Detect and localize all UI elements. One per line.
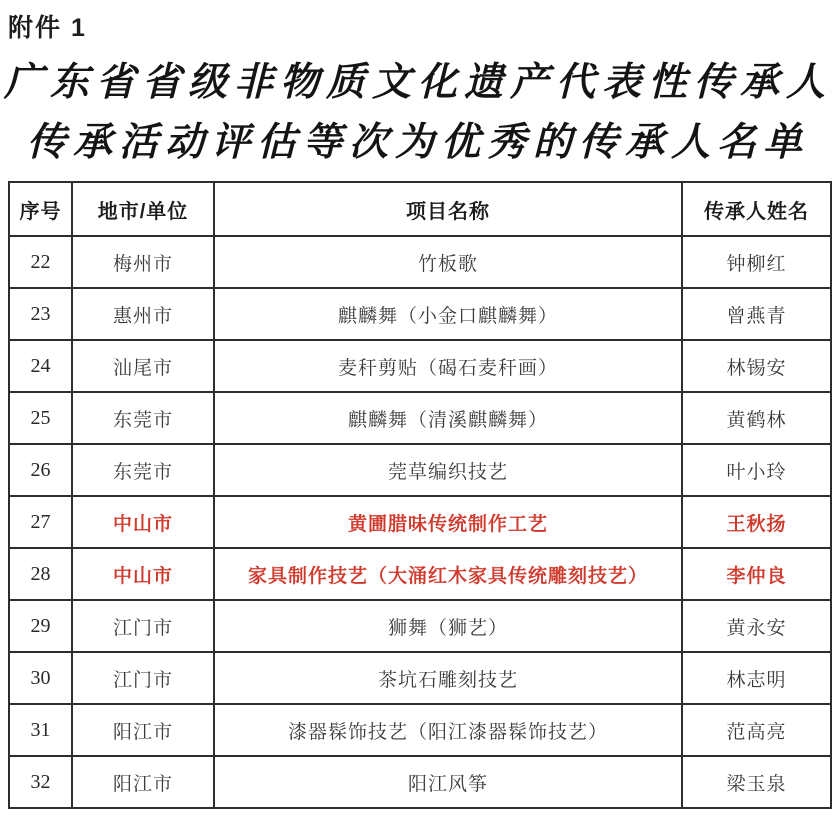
project-name-cell: 莞草编织技艺 [214,444,682,496]
city-cell: 汕尾市 [72,340,214,392]
table-row [9,340,831,392]
city-cell: 梅州市 [72,236,214,288]
inheritor-name-cell: 梁玉泉 [682,756,831,808]
project-name-cell: 阳江风筝 [214,756,682,808]
city-cell: 东莞市 [72,392,214,444]
city-cell: 中山市 [72,496,214,548]
table-row [9,756,831,808]
table-row [9,288,831,340]
row-number-cell: 23 [9,288,72,340]
row-number-cell: 27 [9,496,72,548]
row-number-cell: 32 [9,756,72,808]
project-name-cell: 家具制作技艺（大涌红木家具传统雕刻技艺） [214,548,682,600]
document-title-line1: 广东省省级非物质文化遗产代表性传承人 [3,59,832,105]
table-body [9,236,831,808]
header-project-name: 项目名称 [214,182,682,236]
document-title [0,52,836,172]
table-row [9,392,831,444]
row-number-cell: 22 [9,236,72,288]
table-row [9,652,831,704]
table-row [9,548,831,600]
city-cell: 江门市 [72,600,214,652]
table-row [9,444,831,496]
table-row [9,704,831,756]
inheritor-name-cell: 林锡安 [682,340,831,392]
inheritor-name-cell: 林志明 [682,652,831,704]
city-cell: 阳江市 [72,704,214,756]
city-cell: 惠州市 [72,288,214,340]
header-inheritor-name: 传承人姓名 [682,182,831,236]
header-serial-number: 序号 [9,182,72,236]
project-name-cell: 麒麟舞（清溪麒麟舞） [214,392,682,444]
inheritor-name-cell: 李仲良 [682,548,831,600]
city-cell: 中山市 [72,548,214,600]
inheritor-name-cell: 范高亮 [682,704,831,756]
project-name-cell: 麦秆剪贴（碣石麦秆画） [214,340,682,392]
row-number-cell: 29 [9,600,72,652]
row-number-cell: 31 [9,704,72,756]
attachment-label: 附件 1 [8,14,87,42]
project-name-cell: 漆器髹饰技艺（阳江漆器髹饰技艺） [214,704,682,756]
inheritor-name-cell: 叶小玲 [682,444,831,496]
row-number-cell: 24 [9,340,72,392]
city-cell: 阳江市 [72,756,214,808]
table-header-row [9,182,831,236]
project-name-cell: 竹板歌 [214,236,682,288]
row-number-cell: 25 [9,392,72,444]
inheritor-name-cell: 黄鹤林 [682,392,831,444]
row-number-cell: 28 [9,548,72,600]
project-name-cell: 黄圃腊味传统制作工艺 [214,496,682,548]
document-title-line2: 传承活动评估等次为优秀的传承人名单 [26,119,809,165]
header-city-unit: 地市/单位 [72,182,214,236]
table-row [9,236,831,288]
project-name-cell: 麒麟舞（小金口麒麟舞） [214,288,682,340]
row-number-cell: 30 [9,652,72,704]
row-number-cell: 26 [9,444,72,496]
city-cell: 东莞市 [72,444,214,496]
inheritor-name-cell: 钟柳红 [682,236,831,288]
inheritor-name-cell: 曾燕青 [682,288,831,340]
table-row [9,600,831,652]
inheritors-table [8,181,832,809]
city-cell: 江门市 [72,652,214,704]
inheritor-name-cell: 黄永安 [682,600,831,652]
table-row [9,496,831,548]
inheritor-name-cell: 王秋扬 [682,496,831,548]
project-name-cell: 狮舞（狮艺） [214,600,682,652]
project-name-cell: 茶坑石雕刻技艺 [214,652,682,704]
